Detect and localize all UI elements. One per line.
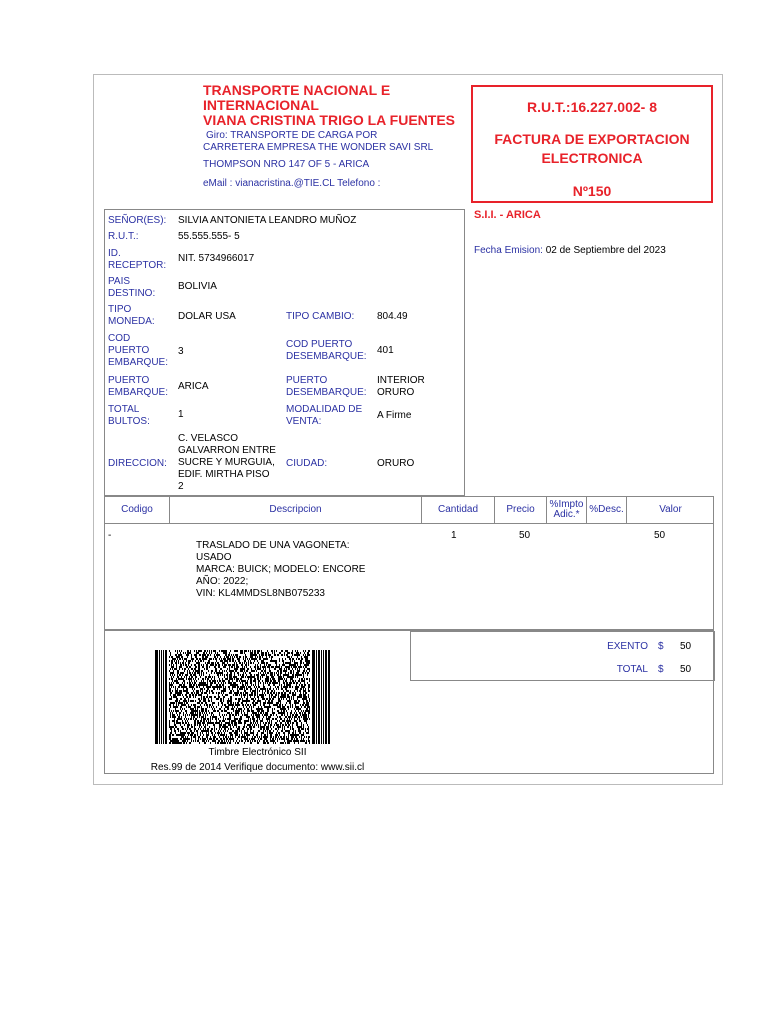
item-codigo: - bbox=[108, 530, 112, 541]
timbre-label: Timbre Electrónico SII bbox=[208, 747, 307, 758]
item-desc-line: AÑO: 2022; bbox=[196, 576, 249, 587]
exento-label: EXENTO bbox=[607, 641, 648, 652]
puerto-desembarque-label bbox=[286, 375, 367, 399]
items-table bbox=[104, 496, 714, 630]
moneda-value: DOLAR USA bbox=[178, 311, 236, 322]
cod-embarque-label bbox=[108, 333, 168, 369]
modalidad-label-line: MODALIDAD DE bbox=[286, 404, 363, 415]
ciudad-value: ORURO bbox=[377, 458, 415, 469]
bultos-label bbox=[108, 404, 150, 428]
puerto-desembarque-line: ORURO bbox=[377, 387, 415, 398]
issuer-name-line: TRANSPORTE NACIONAL E bbox=[203, 82, 391, 98]
bultos-label-line: BULTOS: bbox=[108, 416, 150, 427]
col-desc: %Desc. bbox=[586, 497, 626, 523]
id-label bbox=[108, 248, 166, 272]
puerto-desembarque-line: INTERIOR bbox=[377, 375, 425, 386]
cod-embarque-value: 3 bbox=[178, 346, 184, 357]
pais-label-line: PAIS bbox=[108, 276, 131, 287]
id-label-line: RECEPTOR: bbox=[108, 260, 167, 271]
cod-embarque-label-line: EMBARQUE: bbox=[108, 357, 169, 368]
document-number: Nº150 bbox=[572, 183, 612, 199]
bultos-label-line: TOTAL bbox=[108, 404, 140, 415]
exento-value: 50 bbox=[680, 641, 692, 652]
timbre-res: Res.99 de 2014 Verifique documento: www.sii.cl bbox=[150, 762, 365, 773]
giro-line: Giro: TRANSPORTE DE CARGA POR bbox=[206, 130, 378, 141]
items-header bbox=[105, 497, 713, 524]
issuer-name-line: VIANA CRISTINA TRIGO LA FUENTES bbox=[203, 112, 455, 128]
direccion-line: 2 bbox=[178, 481, 184, 492]
giro-line: CARRETERA EMPRESA THE WONDER SAVI SRL bbox=[203, 142, 434, 153]
issue-date-value: 02 de Septiembre del 2023 bbox=[545, 245, 666, 256]
item-descripcion bbox=[196, 540, 365, 600]
direccion-label: DIRECCION: bbox=[108, 458, 167, 469]
item-desc-line: MARCA: BUICK; MODELO: ENCORE bbox=[196, 564, 366, 575]
cod-desembarque-value: 401 bbox=[377, 345, 394, 356]
totals-box bbox=[410, 631, 715, 681]
exento-currency: $ bbox=[658, 641, 664, 652]
ciudad-label: CIUDAD: bbox=[286, 458, 328, 469]
puerto-desembarque-label-line: DESEMBARQUE: bbox=[286, 387, 367, 398]
total-currency: $ bbox=[658, 664, 664, 675]
issuer-name bbox=[203, 83, 473, 128]
puerto-desembarque-value bbox=[377, 375, 425, 399]
cambio-label: TIPO CAMBIO: bbox=[286, 311, 355, 322]
modalidad-label-line: VENTA: bbox=[286, 416, 322, 427]
issuer-giro bbox=[203, 130, 463, 154]
moneda-label bbox=[108, 304, 155, 328]
issuer-rut: R.U.T.:16.227.002- 8 bbox=[527, 99, 657, 115]
item-desc-line: VIN: KL4MMDSL8NB075233 bbox=[196, 588, 325, 599]
pdf417-barcode bbox=[155, 650, 330, 744]
senor-value: SILVIA ANTONIETA LEANDRO MUÑOZ bbox=[178, 215, 357, 226]
issuer-name-line: INTERNACIONAL bbox=[203, 97, 319, 113]
direccion-line: SUCRE Y MURGUIA, bbox=[178, 457, 275, 468]
issue-date-label: Fecha Emision: bbox=[474, 245, 543, 256]
item-precio: 50 bbox=[519, 530, 531, 541]
col-descripcion: Descripcion bbox=[169, 497, 421, 523]
col-codigo: Codigo bbox=[121, 504, 153, 515]
col-impto-line: Adic.* bbox=[553, 509, 580, 520]
issuer-contact: eMail : vianacristina.@TIE.CL Telefono : bbox=[203, 178, 381, 189]
document-type-line: FACTURA DE EXPORTACION bbox=[494, 131, 690, 147]
col-precio: Precio bbox=[494, 497, 546, 523]
col-cantidad: Cantidad bbox=[421, 497, 494, 523]
id-label-line: ID. bbox=[108, 248, 121, 259]
pais-value: BOLIVIA bbox=[178, 281, 217, 292]
total-label: TOTAL bbox=[616, 664, 648, 675]
issue-date bbox=[474, 245, 666, 256]
direccion-line: EDIF. MIRTHA PISO bbox=[178, 469, 270, 480]
direccion-line: C. VELASCO bbox=[178, 433, 239, 444]
puerto-embarque-label bbox=[108, 375, 168, 399]
cod-embarque-label-line: PUERTO bbox=[108, 345, 150, 356]
footer-block bbox=[104, 630, 714, 774]
rut-value: 55.555.555- 5 bbox=[178, 231, 240, 242]
id-value: NIT. 5734966017 bbox=[178, 253, 255, 264]
pais-label bbox=[108, 276, 155, 300]
modalidad-label bbox=[286, 404, 362, 428]
moneda-label-line: TIPO bbox=[108, 304, 132, 315]
issuer-address: THOMPSON NRO 147 OF 5 - ARICA bbox=[203, 159, 370, 170]
sii-office: S.I.I. - ARICA bbox=[474, 209, 541, 221]
senor-label: SEÑOR(ES): bbox=[108, 215, 167, 226]
document-type-box bbox=[471, 85, 713, 203]
receiver-block bbox=[104, 209, 465, 496]
puerto-embarque-label-line: PUERTO bbox=[108, 375, 150, 386]
puerto-desembarque-label-line: PUERTO bbox=[286, 375, 328, 386]
document-type-line: ELECTRONICA bbox=[541, 150, 643, 166]
invoice-page bbox=[93, 74, 723, 785]
bultos-value: 1 bbox=[178, 409, 184, 420]
puerto-embarque-value: ARICA bbox=[178, 381, 209, 392]
item-valor: 50 bbox=[654, 530, 666, 541]
cod-desembarque-label bbox=[286, 339, 367, 363]
col-impto bbox=[546, 497, 586, 523]
modalidad-value: A Firme bbox=[377, 410, 412, 421]
item-cantidad: 1 bbox=[451, 530, 457, 541]
pais-label-line: DESTINO: bbox=[108, 288, 156, 299]
col-valor: Valor bbox=[626, 497, 714, 523]
moneda-label-line: MONEDA: bbox=[108, 316, 155, 327]
cambio-value: 804.49 bbox=[377, 311, 408, 322]
rut-label: R.U.T.: bbox=[108, 231, 139, 242]
cod-embarque-label-line: COD bbox=[108, 333, 131, 344]
total-value: 50 bbox=[680, 664, 692, 675]
cod-desembarque-label-line: DESEMBARQUE: bbox=[286, 351, 367, 362]
item-desc-line: TRASLADO DE UNA VAGONETA: bbox=[196, 540, 350, 551]
direccion-value bbox=[178, 433, 276, 493]
direccion-line: GALVARRON ENTRE bbox=[178, 445, 276, 456]
item-desc-line: USADO bbox=[196, 552, 232, 563]
cod-desembarque-label-line: COD PUERTO bbox=[286, 339, 353, 350]
puerto-embarque-label-line: EMBARQUE: bbox=[108, 387, 169, 398]
col-impto-line: %Impto bbox=[549, 499, 584, 510]
